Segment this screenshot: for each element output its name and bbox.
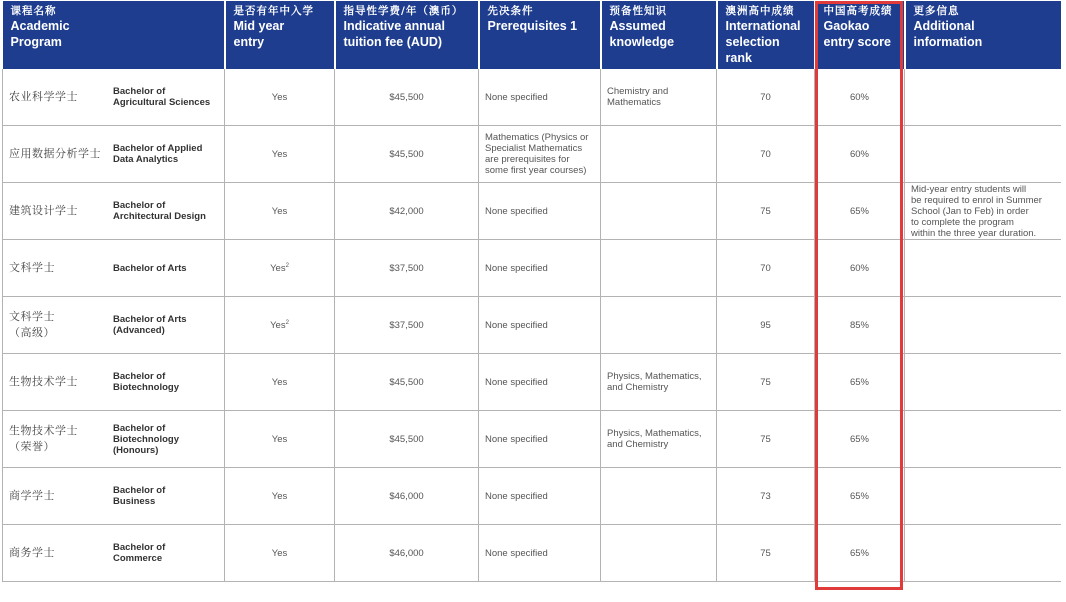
program-name-zh: 商务学士 (9, 546, 55, 559)
program-name-en: Bachelor of Agricultural Sciences (113, 86, 211, 108)
selection-rank-cell: 73 (717, 468, 815, 525)
column-header-en: Mid year (233, 19, 285, 33)
program-cell (3, 468, 225, 525)
footnote-marker: 2 (285, 320, 289, 327)
program-name-en: Bachelor of Biotechnology (113, 371, 179, 393)
mid-year-entry-value: Yes (271, 548, 288, 560)
mid-year-entry-value: Yes (271, 491, 288, 503)
mid-year-entry-cell (225, 297, 335, 354)
selection-rank-cell: 70 (717, 126, 815, 183)
prerequisites-cell: Mathematics (Physics or Specialist Mathematics are prerequisites for some first year courses) (479, 126, 601, 183)
program-name-en: Bachelor of Applied Data Analytics (113, 143, 203, 165)
gaokao-score-cell: 65% (815, 411, 905, 468)
column-header-en: information (913, 35, 983, 49)
program-name-zh: 生物技术学士 （荣誉） (9, 424, 78, 453)
selection-rank-cell: 75 (717, 411, 815, 468)
tuition-fee-cell: $37,500 (335, 240, 479, 297)
column-header-en: Assumed (609, 19, 666, 33)
mid-year-entry-cell (225, 468, 335, 525)
tuition-fee-cell: $45,500 (335, 354, 479, 411)
assumed-knowledge-cell (601, 525, 717, 582)
additional-info-cell (905, 240, 1061, 297)
mid-year-entry-cell (225, 69, 335, 126)
program-cell (3, 525, 225, 582)
tuition-fee-cell: $42,000 (335, 183, 479, 240)
column-header (3, 1, 225, 69)
assumed-knowledge-cell (601, 126, 717, 183)
prerequisites-cell: None specified (479, 297, 601, 354)
table-row (3, 354, 1061, 411)
gaokao-score-cell: 65% (815, 525, 905, 582)
prerequisites-cell: None specified (479, 468, 601, 525)
selection-rank-cell: 75 (717, 525, 815, 582)
footnote-marker: 2 (285, 263, 289, 270)
program-name-zh: 建筑设计学士 (9, 204, 78, 217)
selection-rank-cell: 75 (717, 183, 815, 240)
mid-year-entry-value: Yes (271, 434, 288, 446)
prerequisites-cell: None specified (479, 183, 601, 240)
gaokao-score-cell: 65% (815, 468, 905, 525)
program-name-zh: 生物技术学士 (9, 375, 78, 388)
assumed-knowledge-cell (601, 468, 717, 525)
prerequisites-cell: None specified (479, 354, 601, 411)
table-row (3, 69, 1061, 126)
mid-year-entry-value: Yes (270, 320, 286, 332)
program-cell (3, 126, 225, 183)
column-header-en: Academic (10, 19, 70, 33)
table-row (3, 297, 1061, 354)
column-header-en: Program (10, 35, 62, 49)
column-header (815, 1, 905, 69)
program-name-en: Bachelor of Arts (Advanced) (113, 314, 187, 336)
program-name-en: Bachelor of Architectural Design (113, 200, 206, 222)
tuition-fee-cell: $46,000 (335, 525, 479, 582)
tuition-fee-cell: $46,000 (335, 468, 479, 525)
mid-year-entry-cell (225, 354, 335, 411)
column-header-zh: 预备性知识 (609, 5, 667, 17)
selection-rank-cell: 70 (717, 240, 815, 297)
program-name-en: Bachelor of Biotechnology (Honours) (113, 422, 179, 456)
additional-info-cell (905, 354, 1061, 411)
program-name-zh: 应用数据分析学士 (9, 147, 101, 160)
additional-info-cell (905, 297, 1061, 354)
table-row (3, 126, 1061, 183)
column-header-en: Prerequisites 1 (487, 19, 578, 33)
assumed-knowledge-cell (601, 183, 717, 240)
column-header-zh: 先决条件 (487, 5, 534, 17)
header-row (3, 1, 1061, 69)
column-header-zh: 指导性学费/年（澳币） (343, 5, 464, 17)
prerequisites-cell: None specified (479, 525, 601, 582)
admissions-table-container (2, 1, 1060, 582)
column-header-en: tuition fee (AUD) (343, 35, 443, 49)
mid-year-entry-cell (225, 240, 335, 297)
column-header-en: Indicative annual (343, 19, 445, 33)
table-row (3, 240, 1061, 297)
additional-info-cell (905, 525, 1061, 582)
column-header-zh: 澳洲高中成绩 (725, 5, 795, 17)
mid-year-entry-value: Yes (271, 92, 288, 104)
tuition-fee-cell: $45,500 (335, 126, 479, 183)
column-header-zh: 是否有年中入学 (233, 5, 314, 17)
column-header (601, 1, 717, 69)
column-header (479, 1, 601, 69)
column-header-en: selection rank (725, 35, 780, 65)
gaokao-score-cell: 65% (815, 354, 905, 411)
program-name-en: Bachelor of Commerce (113, 542, 166, 564)
column-header-zh: 课程名称 (10, 5, 57, 17)
tuition-fee-cell: $45,500 (335, 411, 479, 468)
assumed-knowledge-cell: Physics, Mathematics, and Chemistry (601, 411, 717, 468)
gaokao-score-cell: 65% (815, 183, 905, 240)
mid-year-entry-value: Yes (270, 263, 286, 275)
prerequisites-cell: None specified (479, 240, 601, 297)
mid-year-entry-value: Yes (271, 149, 288, 161)
column-header (335, 1, 479, 69)
column-header-en: Gaokao (823, 19, 870, 33)
prerequisites-cell: None specified (479, 69, 601, 126)
program-name-en: Bachelor of Arts (113, 262, 187, 274)
program-name-zh: 农业科学学士 (9, 90, 78, 103)
column-header-en: entry score (823, 35, 891, 49)
column-header-en: Additional (913, 19, 975, 33)
additional-info-cell (905, 126, 1061, 183)
assumed-knowledge-cell: Physics, Mathematics, and Chemistry (601, 354, 717, 411)
table-row (3, 183, 1061, 240)
column-header-en: entry (233, 35, 265, 49)
program-cell (3, 69, 225, 126)
program-cell (3, 240, 225, 297)
mid-year-entry-value: Yes (271, 206, 288, 218)
tuition-fee-cell: $45,500 (335, 69, 479, 126)
selection-rank-cell: 70 (717, 69, 815, 126)
column-header (717, 1, 815, 69)
gaokao-score-cell: 85% (815, 297, 905, 354)
table-row (3, 525, 1061, 582)
program-name-en: Bachelor of Business (113, 485, 166, 507)
additional-info-cell (905, 411, 1061, 468)
program-cell (3, 354, 225, 411)
column-header-zh: 更多信息 (913, 5, 960, 17)
column-header-zh: 中国高考成绩 (823, 5, 893, 17)
program-name-zh: 文科学士 (9, 261, 55, 274)
gaokao-score-cell: 60% (815, 126, 905, 183)
gaokao-score-cell: 60% (815, 240, 905, 297)
additional-info-cell (905, 468, 1061, 525)
program-cell (3, 411, 225, 468)
selection-rank-cell: 95 (717, 297, 815, 354)
table-row (3, 468, 1061, 525)
tuition-fee-cell: $37,500 (335, 297, 479, 354)
gaokao-score-cell: 60% (815, 69, 905, 126)
column-header (905, 1, 1061, 69)
admissions-table (2, 1, 1061, 582)
assumed-knowledge-cell (601, 297, 717, 354)
table-body (3, 69, 1061, 582)
additional-info-cell (905, 69, 1061, 126)
prerequisites-cell: None specified (479, 411, 601, 468)
program-name-zh: 文科学士 （高级） (9, 310, 55, 339)
selection-rank-cell: 75 (717, 354, 815, 411)
mid-year-entry-cell (225, 411, 335, 468)
column-header-en: International (725, 19, 801, 33)
additional-info-cell: Mid-year entry students will be required to enrol in Summer School (Jan to Feb) in order to complete the program within the three year duration. (905, 183, 1061, 240)
column-header-en: knowledge (609, 35, 675, 49)
mid-year-entry-cell (225, 183, 335, 240)
mid-year-entry-value: Yes (271, 377, 288, 389)
program-cell (3, 297, 225, 354)
program-cell (3, 183, 225, 240)
assumed-knowledge-cell: Chemistry and Mathematics (601, 69, 717, 126)
assumed-knowledge-cell (601, 240, 717, 297)
column-header (225, 1, 335, 69)
table-row (3, 411, 1061, 468)
mid-year-entry-cell (225, 525, 335, 582)
program-name-zh: 商学学士 (9, 489, 55, 502)
mid-year-entry-cell (225, 126, 335, 183)
